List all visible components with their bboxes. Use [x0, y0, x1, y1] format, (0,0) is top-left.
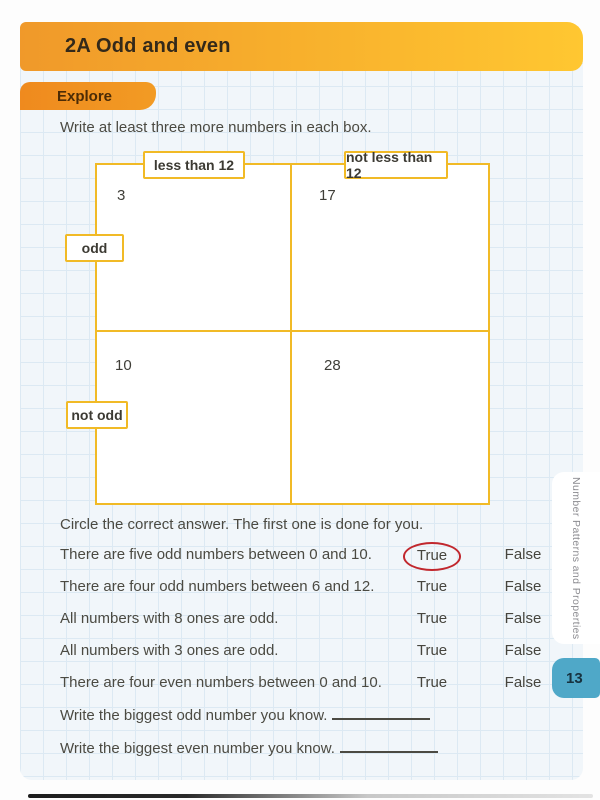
column-header-not-less-than-12: not less than 12	[344, 151, 448, 179]
lesson-header-bar	[20, 22, 583, 71]
question-row	[60, 539, 565, 571]
write-prompt-row	[60, 734, 438, 764]
question-text: All numbers with 3 ones are odd.	[60, 642, 279, 659]
row-header-odd: odd	[65, 234, 124, 262]
explore-badge-label: Explore	[57, 87, 113, 105]
option-false[interactable]: False	[504, 578, 542, 595]
question-text: There are five odd numbers between 0 and 10.	[60, 546, 372, 563]
option-true[interactable]: True	[416, 578, 448, 595]
carroll-diagram-table	[71, 149, 490, 505]
sort-instruction: Write at least three more numbers in each box.	[60, 119, 372, 136]
explore-badge	[20, 82, 156, 110]
option-false[interactable]: False	[504, 546, 542, 563]
page-title: 2A Odd and even	[65, 35, 231, 57]
write-prompt-text: Write the biggest even number you know.	[60, 740, 335, 757]
table-horizontal-divider	[97, 330, 488, 332]
option-false[interactable]: False	[504, 610, 542, 627]
question-text: There are four even numbers between 0 and 10.	[60, 674, 382, 691]
option-false[interactable]: False	[504, 674, 542, 691]
question-row	[60, 603, 565, 635]
question-row	[60, 635, 565, 667]
strand-label: Number Patterns and Properties	[570, 476, 582, 640]
option-false[interactable]: False	[504, 642, 542, 659]
row-header-not-odd: not odd	[66, 401, 128, 429]
write-prompt-row	[60, 701, 430, 731]
table-cell-notodd-notless[interactable]: 28	[324, 357, 341, 374]
question-row	[60, 571, 565, 603]
table-cell-notodd-less[interactable]: 10	[115, 357, 132, 374]
book-edge-shadow	[28, 794, 593, 798]
table-vertical-divider	[290, 165, 292, 503]
write-prompt-text: Write the biggest odd number you know.	[60, 707, 328, 724]
page-number-badge	[552, 658, 600, 698]
strand-side-tab	[552, 472, 600, 644]
circle-instruction: Circle the correct answer. The first one is done for you.	[60, 516, 424, 533]
page-number: 13	[566, 669, 583, 687]
question-text: There are four odd numbers between 6 and 12.	[60, 578, 375, 595]
column-header-less-than-12: less than 12	[143, 151, 245, 179]
answer-blank-line[interactable]	[340, 739, 438, 753]
question-text: All numbers with 8 ones are odd.	[60, 610, 279, 627]
option-true[interactable]: True	[416, 610, 448, 627]
answer-circle: True	[403, 542, 461, 571]
option-true[interactable]: True	[416, 642, 448, 659]
answer-blank-line[interactable]	[332, 706, 430, 720]
question-row	[60, 667, 565, 699]
table-cell-odd-less[interactable]: 3	[117, 187, 126, 204]
option-true[interactable]	[392, 539, 472, 572]
option-true[interactable]: True	[416, 674, 448, 691]
table-cell-odd-notless[interactable]: 17	[319, 187, 336, 204]
